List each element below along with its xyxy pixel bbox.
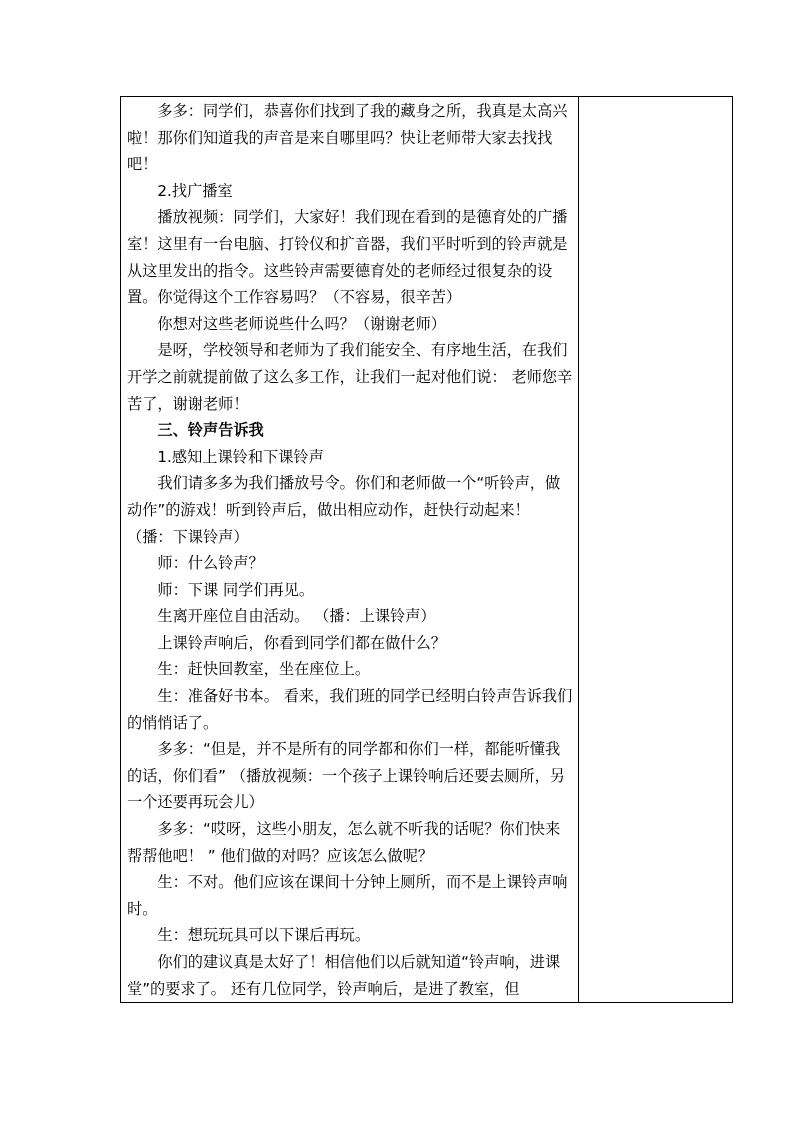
lesson-paragraph: 生离开座位自由活动。 （播：上课铃声）	[157, 607, 436, 626]
lesson-paragraph: 多多：“哎呀，这些小朋友，怎么就不听我的话呢？你们快来帮帮他吧！ ” 他们做的对吗？应该怎么做呢？	[127, 820, 561, 865]
lesson-subheading: 2.找广播室	[157, 181, 233, 200]
lesson-paragraph: 生：不对。他们应该在课间十分钟上厕所，而不是上课铃声响时。	[127, 873, 568, 918]
lesson-paragraph: 是呀，学校领导和老师为了我们能安全、有序地生活，在我们开学之前就提前做了这么多工作，让我们一起对他们说： 老师您辛苦了，谢谢老师！	[127, 341, 573, 413]
lesson-plan-table	[120, 96, 733, 1003]
lesson-paragraph: 师：下课 同学们再见。	[157, 580, 315, 599]
lesson-paragraph: 你们的建议真是太好了！相信他们以后就知道“铃声响，进课堂”的要求了。 还有几位同学，铃声响后，是进了教室，但	[127, 953, 561, 998]
lesson-paragraph: 多多：“但是，并不是所有的同学都和你们一样，都能听懂我的话，你们看” （播放视频：一个孩子上课铃响后还要去厕所，另一个还要再玩会儿）	[127, 740, 565, 812]
lesson-paragraph: 你想对这些老师说些什么吗？（谢谢老师）	[157, 314, 446, 333]
lesson-paragraph: 我们请多多为我们播放号令。你们和老师做一个“听铃声，做动作”的游戏！听到铃声后，做出相应动作，赶快行动起来！（播：下课铃声）	[127, 474, 561, 546]
lesson-paragraph: 师：什么铃声？	[157, 554, 264, 573]
lesson-content-cell	[127, 98, 573, 1002]
lesson-paragraph: 生：想玩玩具可以下课后再玩。	[157, 926, 371, 945]
section-heading: 三、铃声告诉我	[157, 421, 264, 440]
lesson-paragraph: 多多：同学们，恭喜你们找到了我的藏身之所，我真是太高兴啦！那你们知道我的声音是来自哪里吗？快让老师带大家去找找吧！	[127, 102, 568, 174]
lesson-subheading: 1.感知上课铃和下课铃声	[157, 447, 324, 466]
notes-cell	[579, 97, 732, 1002]
lesson-paragraph: 上课铃声响后，你看到同学们都在做什么？	[157, 633, 446, 652]
lesson-paragraph: 生：赶快回教室，坐在座位上。	[157, 660, 371, 679]
lesson-paragraph: 生：准备好书本。 看来，我们班的同学已经明白铃声告诉我们的悄悄话了。	[127, 687, 573, 732]
lesson-paragraph: 播放视频：同学们，大家好！我们现在看到的是德育处的广播室！这里有一台电脑、打铃仪和扩音器，我们平时听到的铃声就是从这里发出的指令。这些铃声需要德育处的老师经过很复杂的设置。你觉得这个工作容易吗？（不容易，很辛苦）	[127, 208, 568, 307]
